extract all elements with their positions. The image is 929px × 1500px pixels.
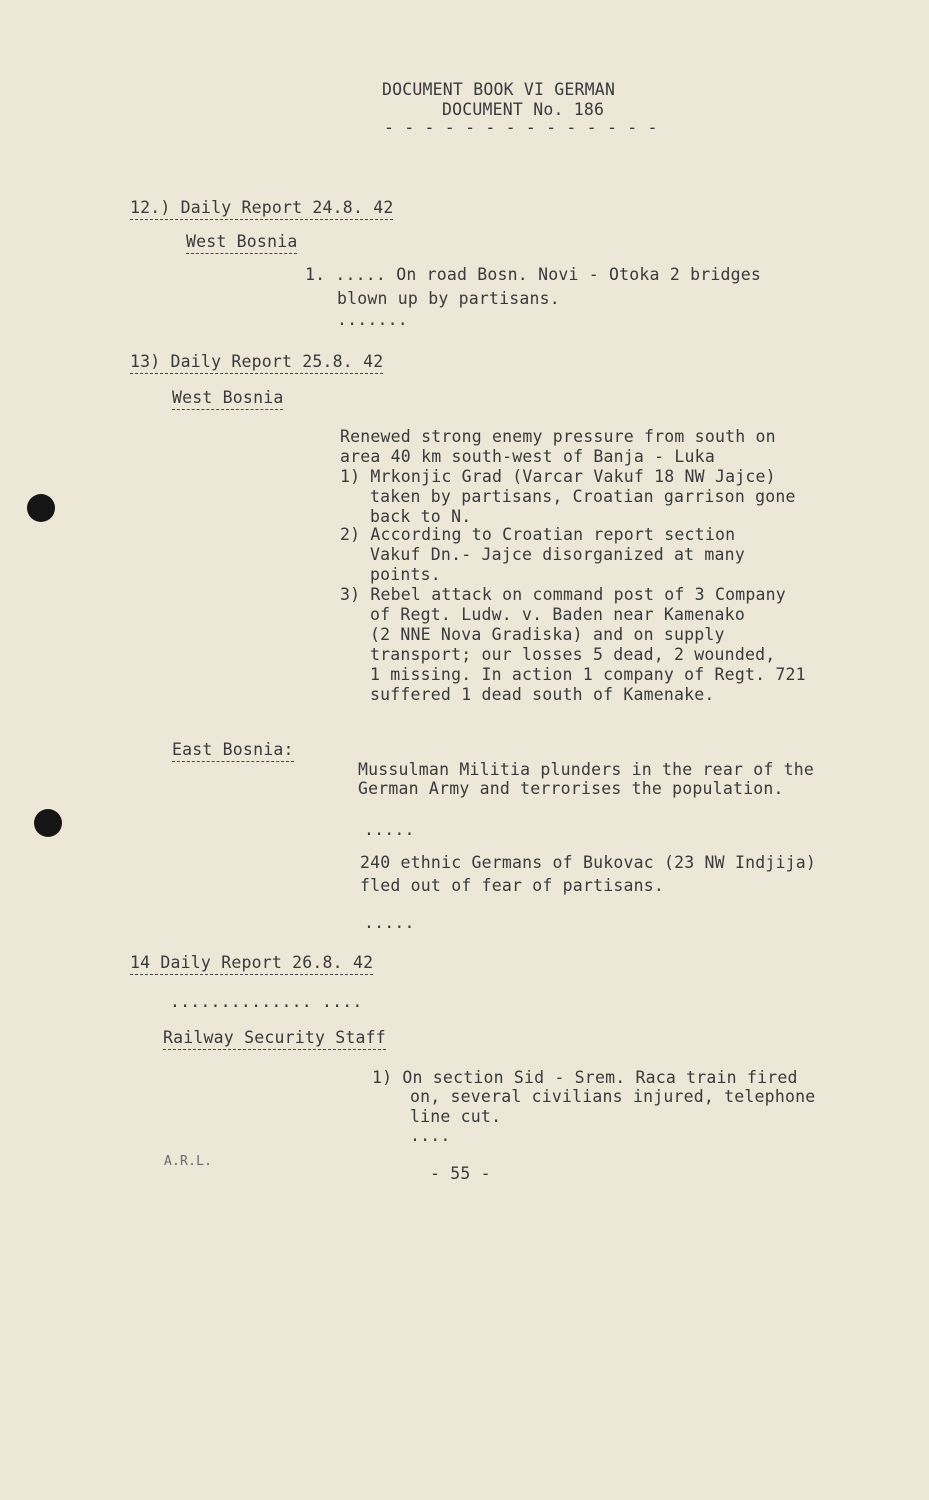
entry-14-region: Railway Security Staff [163, 1028, 386, 1050]
entry-14-heading: 14 Daily Report 26.8. 42 [130, 953, 373, 975]
entry-13-heading: 13) Daily Report 25.8. 42 [130, 352, 383, 374]
punch-hole-top [27, 494, 55, 522]
footer-initials: A.R.L. [164, 1154, 213, 1169]
entry-13-region: West Bosnia [172, 388, 283, 410]
entry-13-region-2: East Bosnia: [172, 740, 294, 762]
entry-13-line-2: area 40 km south-west of Banja - Luka [340, 447, 715, 466]
page-number: - 55 - [430, 1164, 491, 1183]
entry-14-line-4: .... [410, 1126, 451, 1145]
entry-13-line-5: back to N. [370, 507, 472, 526]
header-line-1: DOCUMENT BOOK VI GERMAN [382, 80, 616, 99]
entry-13-line2-6: ..... [364, 913, 415, 932]
entry-13-line-3: 1) Mrkonjic Grad (Varcar Vakuf 18 NW Jajce) [340, 467, 776, 486]
entry-13-line-7: Vakuf Dn.- Jajce disorganized at many [370, 545, 745, 564]
entry-13-line-4: taken by partisans, Croatian garrison gone [370, 487, 796, 506]
entry-13-line-12: transport; our losses 5 dead, 2 wounded, [370, 645, 776, 664]
entry-12-region: West Bosnia [186, 232, 297, 254]
entry-13-line2-2: German Army and terrorises the population. [358, 779, 784, 798]
entry-13-line2-1: Mussulman Militia plunders in the rear of the [358, 760, 815, 779]
entry-13-line2-3: ..... [364, 820, 415, 839]
entry-13-line-9: 3) Rebel attack on command post of 3 Company [340, 585, 786, 604]
entry-13-line2-4: 240 ethnic Germans of Bukovac (23 NW Indjija) [360, 853, 817, 872]
entry-12-line-1: 1. ..... On road Bosn. Novi - Otoka 2 bridges [305, 265, 762, 284]
entry-13-line-11: (2 NNE Nova Gradiska) and on supply [370, 625, 725, 644]
entry-12-heading: 12.) Daily Report 24.8. 42 [130, 198, 393, 220]
entry-13-line-8: points. [370, 565, 441, 584]
entry-14-line-2: on, several civilians injured, telephone [410, 1087, 816, 1106]
entry-14-dots: .............. .... [170, 992, 363, 1011]
entry-13-line-10: of Regt. Ludw. v. Baden near Kamenako [370, 605, 745, 624]
entry-12-line-2: blown up by partisans. [337, 289, 560, 308]
entry-13-line-1: Renewed strong enemy pressure from south on [340, 427, 776, 446]
header-line-2: DOCUMENT No. 186 [442, 100, 605, 119]
entry-13-line-14: suffered 1 dead south of Kamenake. [370, 685, 715, 704]
entry-14-line-3: line cut. [410, 1107, 502, 1126]
entry-13-line-6: 2) According to Croatian report section [340, 525, 736, 544]
entry-13-line2-5: fled out of fear of partisans. [360, 876, 665, 895]
entry-13-line-13: 1 missing. In action 1 company of Regt. 721 [370, 665, 806, 684]
entry-12-line-3: ....... [337, 310, 408, 329]
punch-hole-bottom [34, 809, 62, 837]
entry-14-line-1: 1) On section Sid - Srem. Raca train fired [372, 1068, 798, 1087]
header-dashes: - - - - - - - - - - - - - - [384, 118, 658, 137]
